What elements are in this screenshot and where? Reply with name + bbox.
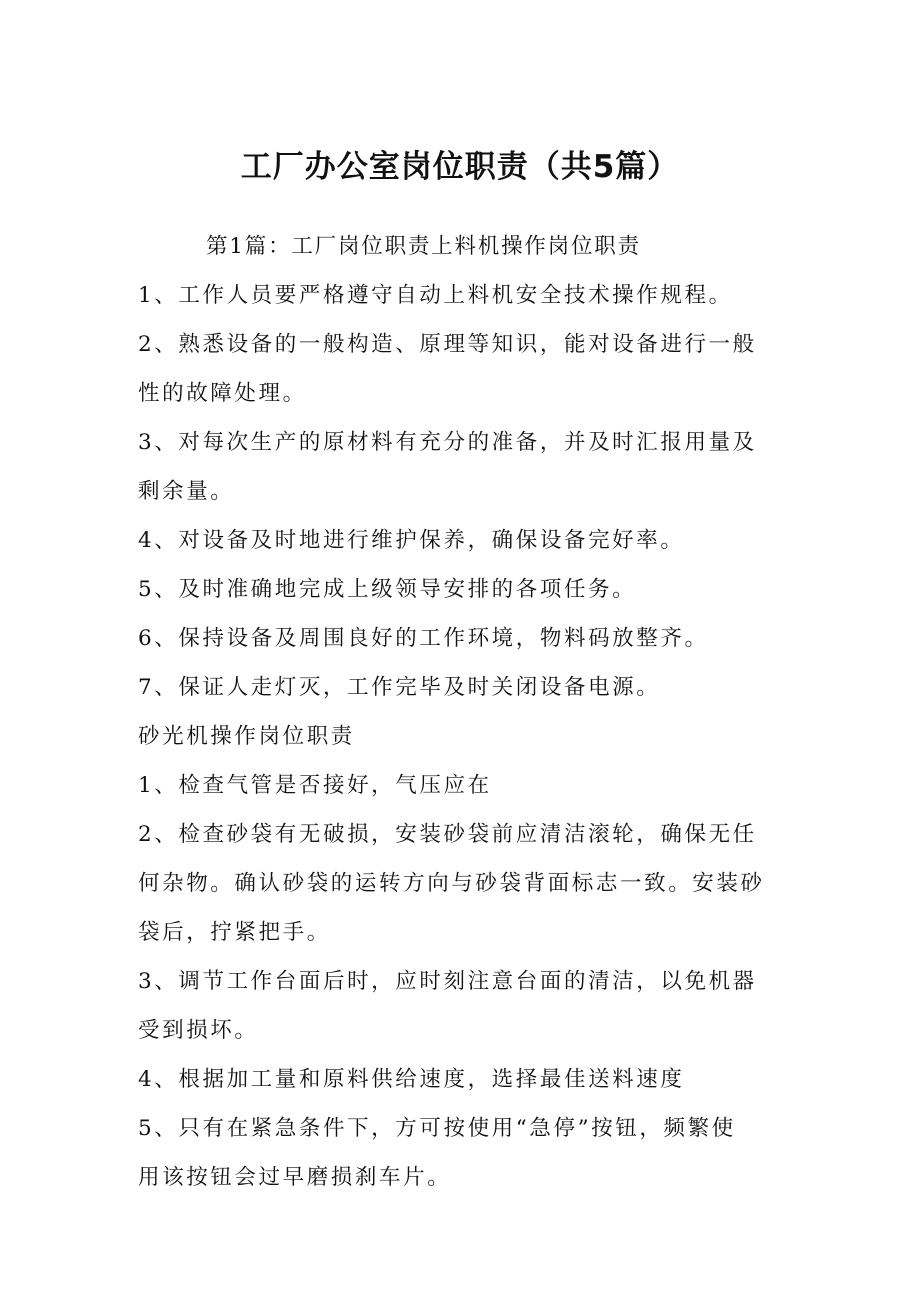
paragraph-line: 1、检查气管是否接好，气压应在: [138, 773, 492, 798]
paragraph-line: 7、保证人走灯灭，工作完毕及时关闭设备电源。: [138, 675, 661, 700]
paragraph-line: 4、对设备及时地进行维护保养，确保设备完好率。: [138, 528, 685, 553]
paragraph-line: 5、只有在紧急条件下，方可按使用“急停”按钮，频繁使: [138, 1116, 736, 1141]
paragraph-line: 3、对每次生产的原材料有充分的准备，并及时汇报用量及: [138, 430, 757, 455]
paragraph-line: 性的故障处理。: [138, 381, 307, 406]
paragraph-line: 受到损坏。: [138, 1018, 259, 1043]
paragraph-line: 6、保持设备及周围良好的工作环境，物料码放整齐。: [138, 626, 709, 651]
paragraph-line: 1、工作人员要严格遵守自动上料机安全技术操作规程。: [138, 283, 733, 308]
paragraph-line: 3、调节工作台面后时，应时刻注意台面的清洁，以免机器: [138, 969, 757, 994]
section-subtitle: 第1篇：工厂岗位职责上料机操作岗位职责: [206, 234, 641, 259]
paragraph-line: 袋后，拧紧把手。: [138, 920, 331, 945]
paragraph-line: 2、熟悉设备的一般构造、原理等知识，能对设备进行一般: [138, 332, 757, 357]
paragraph-line: 剩余量。: [138, 479, 235, 504]
document-body: [138, 222, 788, 1202]
paragraph-line: 5、及时准确地完成上级领导安排的各项任务。: [138, 577, 637, 602]
paragraph-line: 4、根据加工量和原料供给速度，选择最佳送料速度: [138, 1067, 685, 1092]
page-title: 工厂办公室岗位职责（共5篇）: [240, 149, 680, 185]
paragraph-line: 2、检查砂袋有无破损，安装砂袋前应清洁滚轮，确保无任: [138, 822, 757, 847]
paragraph-line: 何杂物。确认砂袋的运转方向与砂袋背面标志一致。安装砂: [138, 871, 765, 896]
paragraph-line: 用该按钮会过早磨损刹车片。: [138, 1165, 452, 1190]
section-heading: 砂光机操作岗位职责: [138, 724, 355, 749]
